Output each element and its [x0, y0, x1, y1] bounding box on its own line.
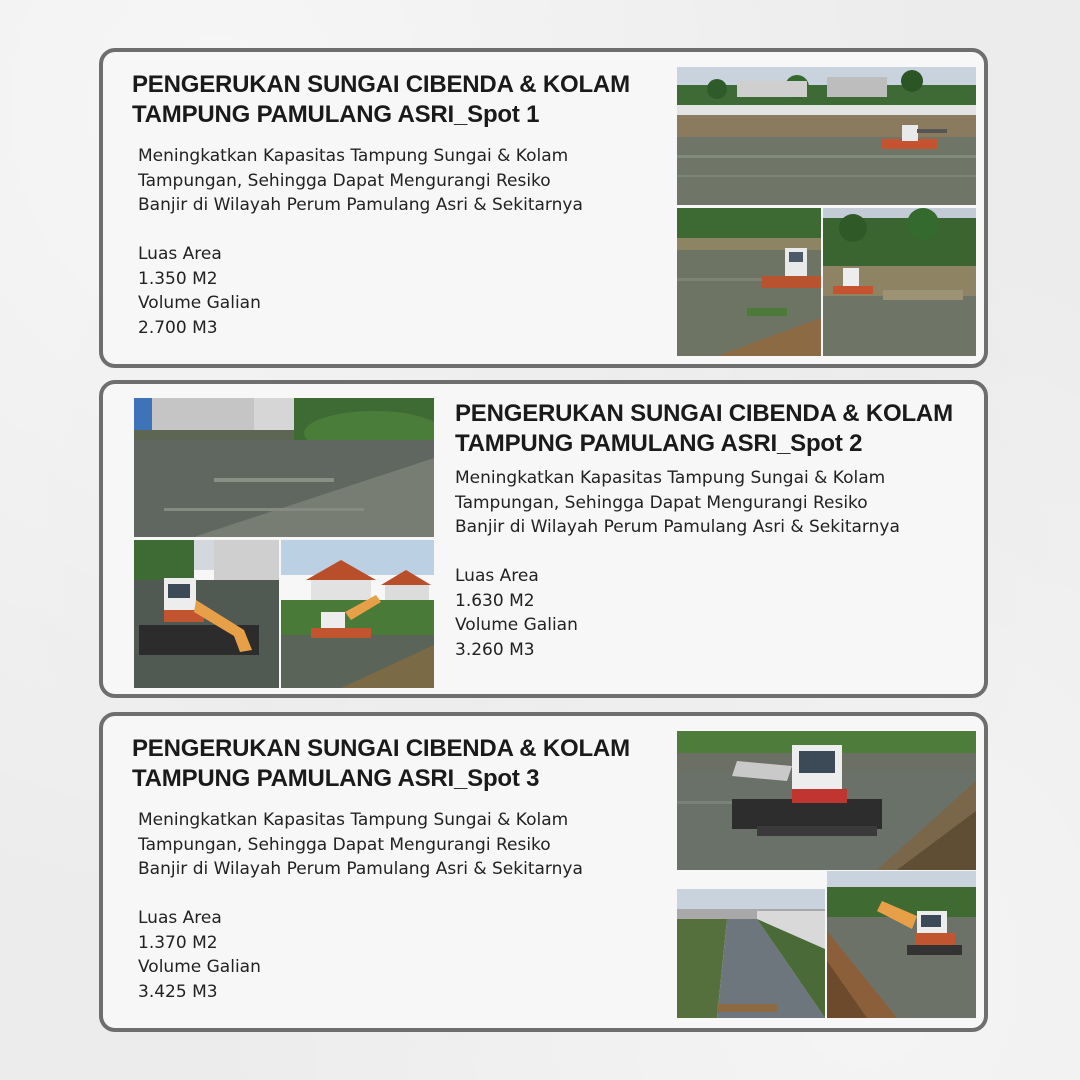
spot-1-photo-collage: [677, 67, 976, 356]
spot-2-volume-label: Volume Galian: [455, 615, 578, 635]
spot-2-description-line-3: Banjir di Wilayah Perum Pamulang Asri & Sekitarnya: [455, 517, 900, 537]
spot-3-description-line-2: Tampungan, Sehingga Dapat Mengurangi Resiko: [138, 834, 551, 855]
spot-1-description: [138, 144, 647, 218]
spot-3-photo-collage: [677, 731, 976, 1020]
spot-3-description-line-1: Meningkatkan Kapasitas Tampung Sungai & Kolam: [138, 810, 569, 830]
spot-3-title-line-2: TAMPUNG PAMULANG ASRI_Spot 3: [132, 765, 540, 792]
spot-1-photo-excavator-pond: [823, 208, 976, 356]
spot-3-photo-amphibious-excavator: [677, 731, 976, 870]
spot-2-card: [99, 380, 988, 698]
spot-2-area-label: Luas Area: [455, 566, 539, 586]
spot-1-photo-pond: [677, 67, 976, 205]
spot-3-area-value: 1.370 M2: [138, 932, 218, 953]
spot-3-area-label: Luas Area: [138, 908, 222, 928]
spot-2-area-value: 1.630 M2: [455, 590, 535, 611]
spot-3-stats: [138, 906, 261, 1004]
spot-2-description-line-2: Tampungan, Sehingga Dapat Mengurangi Resiko: [455, 492, 868, 513]
spot-1-title-line-2: TAMPUNG PAMULANG ASRI_Spot 1: [132, 101, 540, 128]
spot-2-description-line-1: Meningkatkan Kapasitas Tampung Sungai & Kolam: [455, 468, 886, 488]
spot-1-title: [132, 70, 630, 130]
spot-1-stats: [138, 242, 261, 340]
spot-2-volume-value: 3.260 M3: [455, 639, 535, 660]
spot-2-title-line-1: PENGERUKAN SUNGAI CIBENDA & KOLAM: [455, 400, 953, 427]
spot-1-description-line-3: Banjir di Wilayah Perum Pamulang Asri & Sekitarnya: [138, 195, 583, 215]
spot-1-photo-excavator-bank: [677, 208, 821, 356]
spot-3-volume-label: Volume Galian: [138, 957, 261, 977]
spot-2-photo-river: [134, 398, 434, 537]
spot-3-photo-river-channel: [677, 889, 825, 1018]
spot-1-area-label: Luas Area: [138, 244, 222, 264]
spot-2-title: [455, 399, 953, 459]
spot-1-description-line-2: Tampungan, Sehingga Dapat Mengurangi Resiko: [138, 170, 551, 191]
spot-1-volume-label: Volume Galian: [138, 293, 261, 313]
spot-3-title: [132, 734, 630, 794]
spot-3-photo-excavator-bank: [827, 871, 976, 1018]
spot-3-description: [138, 808, 647, 882]
spot-3-card: [99, 712, 988, 1032]
spot-2-description: [455, 466, 968, 540]
spot-1-card: [99, 48, 988, 368]
spot-1-area-value: 1.350 M2: [138, 268, 218, 289]
spot-3-title-line-1: PENGERUKAN SUNGAI CIBENDA & KOLAM: [132, 735, 630, 762]
spot-2-photo-excavator-houses: [281, 540, 434, 688]
spot-1-title-line-1: PENGERUKAN SUNGAI CIBENDA & KOLAM: [132, 71, 630, 98]
spot-3-description-line-3: Banjir di Wilayah Perum Pamulang Asri & Sekitarnya: [138, 859, 583, 879]
spot-2-title-line-2: TAMPUNG PAMULANG ASRI_Spot 2: [455, 430, 863, 457]
spot-1-description-line-1: Meningkatkan Kapasitas Tampung Sungai & Kolam: [138, 146, 569, 166]
spot-2-photo-amphibious-excavator: [134, 540, 279, 688]
spot-1-volume-value: 2.700 M3: [138, 317, 218, 338]
spot-2-stats: [455, 564, 578, 662]
spot-2-photo-collage: [134, 398, 434, 688]
spot-3-volume-value: 3.425 M3: [138, 981, 218, 1002]
